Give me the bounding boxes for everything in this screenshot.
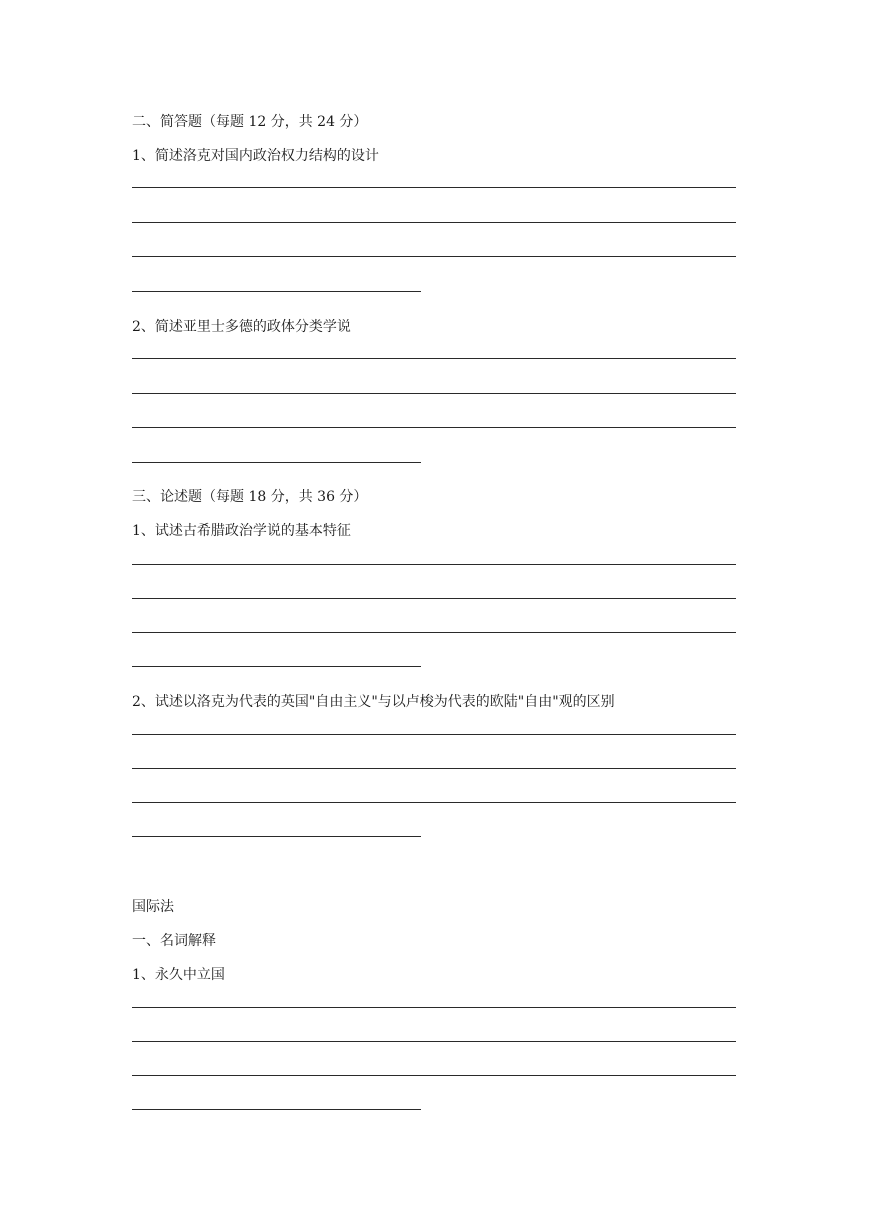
answer-line-short [132,666,421,667]
section-heading-terms: 一、名词解释 [132,933,216,949]
answer-line [132,187,736,188]
answer-line [132,393,736,394]
answer-line [132,256,736,257]
answer-line [132,802,736,803]
answer-line [132,358,736,359]
question-liberty-comparison: 2、试述以洛克为代表的英国"自由主义"与以卢梭为代表的欧陆"自由"观的区别 [132,694,615,710]
answer-line-short [132,1109,421,1110]
answer-line [132,768,736,769]
answer-line [132,427,736,428]
answer-line [132,1007,736,1008]
subject-heading-international-law: 国际法 [132,899,174,915]
answer-line [132,734,736,735]
answer-line-short [132,462,421,463]
answer-line [132,1075,736,1076]
question-permanent-neutral-state: 1、永久中立国 [132,967,225,983]
answer-line [132,598,736,599]
question-greek-political-theory: 1、试述古希腊政治学说的基本特征 [132,523,351,539]
answer-line [132,1041,736,1042]
answer-line-short [132,836,421,837]
answer-line [132,222,736,223]
question-aristotle-regimes: 2、简述亚里士多德的政体分类学说 [132,319,351,335]
section-heading-short-answer: 二、简答题（每题 12 分，共 24 分） [132,114,368,130]
answer-line-short [132,291,421,292]
answer-line [132,632,736,633]
answer-line [132,564,736,565]
question-locke-power-structure: 1、简述洛克对国内政治权力结构的设计 [132,148,379,164]
section-heading-essay: 三、论述题（每题 18 分，共 36 分） [132,489,368,505]
